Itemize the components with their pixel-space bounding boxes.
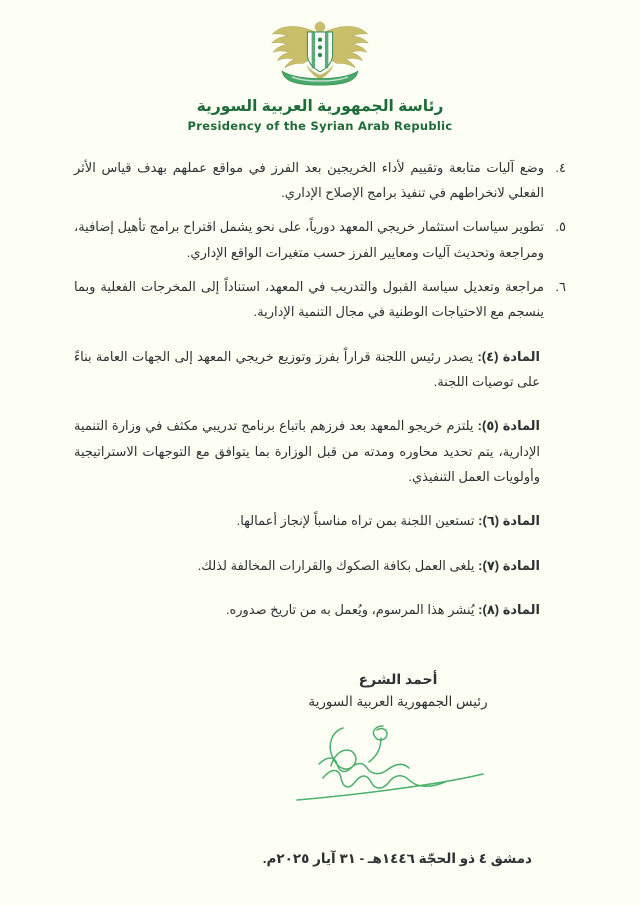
article-text: يلتزم خريجو المعهد بعد فرزهم باتباع برنامج تدريبي مكثف في وزارة التنمية الإدارية، يتم تحديد محاوره ومدته من قبل الوزارة بما يتوافق مع التوجهات الاستراتيجية وأولويات العمل التنفيذي. [74, 418, 540, 485]
signatory-title: رئيس الجمهورية العربية السورية [308, 693, 488, 709]
article-7 [74, 553, 566, 578]
clause-text: تطوير سياسات استثمار خريجي المعهد دورياً، على نحو يشمل اقتراح برامج تأهيل إضافية، ومراجعة وتحديث آليات ومعايير الفرز حسب متغيرات الواقع الإداري. [74, 219, 544, 260]
clause-text: وضع آليات متابعة وتقييم لأداء الخريجين بعد الفرز في مواقع عملهم بهدف قياس الأثر الفعلي لانخراطهم في تنفيذ برامج الإصلاح الإداري. [74, 159, 544, 200]
clause-item [74, 155, 566, 206]
signature-block [74, 668, 566, 805]
clause-item [74, 214, 566, 265]
article-label: المادة (٤): [477, 348, 540, 364]
organization-name-en: Presidency of the Syrian Arab Republic [187, 118, 453, 133]
article-label: المادة (٧): [478, 557, 540, 573]
date-line: دمشق ٤ ذو الحجّة ١٤٤٦هـ - ٣١ آيار ٢٠٢٥م. [262, 851, 532, 866]
article-6 [74, 508, 566, 533]
document-body [0, 155, 640, 806]
article-text: يلغى العمل بكافة الصكوك والقرارات المخالفة لذلك. [197, 557, 479, 573]
clause-text: مراجعة وتعديل سياسة القبول والتدريب في المعهد، استناداً إلى المخرجات الفعلية وبما ينسجم مع الاحتياجات الوطنية في مجال التنمية الإدارية. [74, 278, 544, 320]
handwritten-signature [283, 720, 513, 806]
clause-number: ٤. [555, 159, 566, 175]
signatory-name: أحمد الشرع [358, 671, 438, 688]
document-header [0, 0, 640, 133]
article-label: المادة (٦): [478, 513, 540, 529]
syrian-eagle-emblem [264, 18, 376, 88]
signature-inner [283, 668, 513, 805]
clause-item [74, 274, 566, 325]
clause-number: ٥. [555, 219, 566, 235]
article-text: يصدر رئيس اللجنة قراراً بفرز وتوزيع خريجي المعهد إلى الجهات العامة بناءً على توصيات اللجنة. [74, 348, 540, 389]
clause-number: ٦. [555, 278, 566, 294]
article-4 [74, 344, 566, 395]
organization-name-ar: رئاسة الجمهورية العربية السورية [196, 98, 444, 115]
article-text: يُنشر هذا المرسوم، ويُعمل به من تاريخ صدوره. [225, 602, 479, 618]
article-label: المادة (٥): [477, 418, 540, 434]
article-8 [74, 597, 566, 622]
article-text: تستعين اللجنة بمن تراه مناسباً لإنجاز أعمالها. [236, 513, 479, 529]
article-label: المادة (٨): [478, 602, 540, 618]
article-5 [74, 413, 566, 489]
clause-list [74, 155, 566, 325]
